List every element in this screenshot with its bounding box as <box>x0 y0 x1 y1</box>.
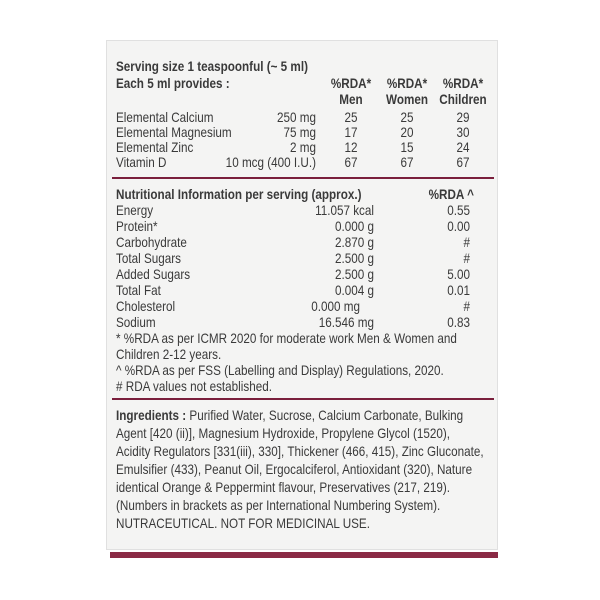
nutrition-row-rda: # <box>463 299 470 314</box>
nutrition-heading: Nutritional Information per serving (approx.) <box>116 187 362 202</box>
serving-row-amount: 10 mcg (400 I.U.) <box>225 155 316 170</box>
nutrition-rda-header: %RDA ^ <box>428 187 474 202</box>
rda-men-header-line2: Men <box>339 92 363 107</box>
footnote-line: # RDA values not established. <box>116 379 272 394</box>
nutrition-row-value: 0.000 mg <box>311 299 360 314</box>
serving-row-men: 12 <box>344 140 358 155</box>
nutrition-row-value: 0.000 g <box>334 219 374 234</box>
serving-row-women: 25 <box>400 110 414 125</box>
rda-men-header-line1: %RDA* <box>330 76 372 91</box>
serving-row-men: 67 <box>344 155 358 170</box>
nutrition-row-value: 16.546 mg <box>318 315 374 330</box>
footnote-line: Children 2-12 years. <box>116 347 222 362</box>
serving-row-name: Elemental Magnesium <box>116 125 232 140</box>
section-divider <box>112 177 494 179</box>
rda-women-header-line1: %RDA* <box>386 76 428 91</box>
serving-row-name: Elemental Zinc <box>116 140 194 155</box>
nutrition-row-rda: 5.00 <box>447 267 470 282</box>
nutrition-row-rda: 0.00 <box>447 219 470 234</box>
serving-row-women: 20 <box>400 125 414 140</box>
ingredients-text: Purified Water, Sucrose, Calcium Carbonate, Bulking Agent [420 (ii)], Magnesium Hydroxide, Propylene Glycol (1520), Acidity Regulators [331(iii), 330], Thickener (466, 415), Zinc Gluconate, Emulsifier (433), Peanut Oil, Ergocalciferol, Antioxidant (320), Nature identical Orange & Peppermint flavour, Preservatives (217, 219). (Numbers in brackets as per International Numbering System). NUTRACEUTICAL. NOT FOR MEDICINAL USE. <box>116 408 484 531</box>
serving-row-children: 29 <box>456 110 470 125</box>
nutrition-row-value: 2.870 g <box>334 235 374 250</box>
serving-row-men: 25 <box>344 110 358 125</box>
nutrition-row-value: 2.500 g <box>334 251 374 266</box>
nutrition-row-name: Carbohydrate <box>116 235 187 250</box>
serving-row-men: 17 <box>344 125 358 140</box>
serving-row-children: 24 <box>456 140 470 155</box>
nutrition-row-rda: # <box>463 235 470 250</box>
nutrition-row-value: 2.500 g <box>334 267 374 282</box>
serving-row-children: 30 <box>456 125 470 140</box>
ingredients-label: Ingredients : <box>116 408 187 423</box>
label-edge-strip <box>110 552 498 558</box>
nutrition-row-rda: 0.01 <box>447 283 470 298</box>
nutrition-row-name: Cholesterol <box>116 299 176 314</box>
serving-row-women: 67 <box>400 155 414 170</box>
nutrition-row-name: Total Fat <box>116 283 161 298</box>
serving-row-women: 15 <box>400 140 414 155</box>
serving-row-amount: 75 mg <box>283 125 316 140</box>
serving-row-amount: 250 mg <box>277 110 316 125</box>
serving-row-name: Elemental Calcium <box>116 110 214 125</box>
footnote-line: ^ %RDA as per FSS (Labelling and Display) Regulations, 2020. <box>116 363 444 378</box>
rda-children-header-line1: %RDA* <box>442 76 484 91</box>
nutrition-row-rda: 0.83 <box>447 315 470 330</box>
nutrition-row-name: Protein* <box>116 219 158 234</box>
serving-provides-line: Each 5 ml provides : <box>116 76 230 91</box>
rda-women-header-line2: Women <box>385 92 429 107</box>
section-divider <box>112 398 494 400</box>
nutrition-row-name: Sodium <box>116 315 156 330</box>
serving-size-line: Serving size 1 teaspoonful (~ 5 ml) <box>116 59 308 74</box>
serving-row-amount: 2 mg <box>289 140 316 155</box>
rda-children-header-line2: Children <box>439 92 487 107</box>
serving-row-children: 67 <box>456 155 470 170</box>
nutrition-row-name: Total Sugars <box>116 251 181 266</box>
nutrition-row-value: 0.004 g <box>334 283 374 298</box>
nutrition-row-name: Added Sugars <box>116 267 191 282</box>
ingredients-block <box>116 407 486 533</box>
nutrition-row-rda: # <box>463 251 470 266</box>
nutrition-row-name: Energy <box>116 203 154 218</box>
nutrition-row-rda: 0.55 <box>447 203 470 218</box>
footnote-line: * %RDA as per ICMR 2020 for moderate work Men & Women and <box>116 331 457 346</box>
nutrition-row-value: 11.057 kcal <box>315 203 374 218</box>
serving-row-name: Vitamin D <box>116 155 167 170</box>
